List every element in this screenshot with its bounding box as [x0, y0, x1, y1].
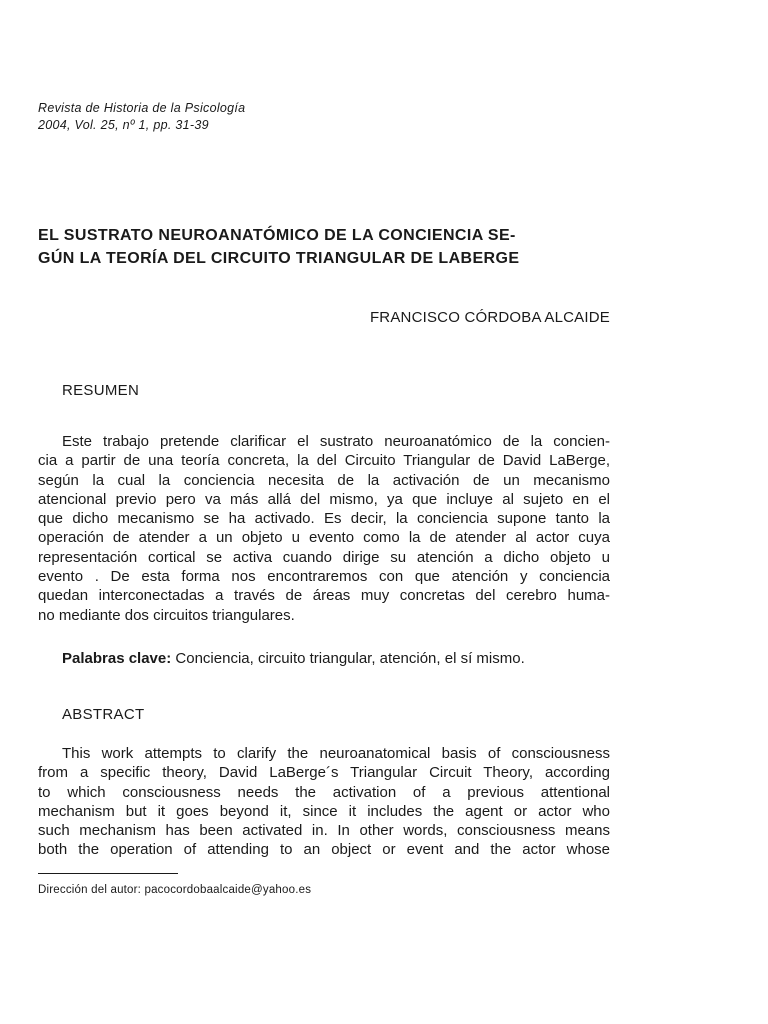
resumen-line: Este trabajo pretende clarificar el sustrato neuroanatómico de la concien- [62, 433, 610, 450]
resumen-line: representación cortical se activa cuando dirige su atención a dicho objeto u [38, 548, 610, 566]
resumen-line: según la cual la conciencia necesita de la activación de un mecanismo [38, 471, 610, 489]
resumen-paragraph [38, 432, 610, 625]
article-title-line-2: GÚN LA TEORÍA DEL CIRCUITO TRIANGULAR DE LABERGE [38, 250, 520, 267]
resumen-line: cia a partir de una teoría concreta, la del Circuito Triangular de David LaBerge, [38, 452, 610, 470]
abstract-paragraph [38, 744, 610, 860]
abstract-line: from a specific theory, David LaBerge´s Triangular Circuit Theory, according [38, 764, 610, 782]
abstract-line: This work attempts to clarify the neuroanatomical basis of consciousness [62, 745, 610, 762]
resumen-line: evento . De esta forma nos encontraremos con que atención y conciencia [38, 568, 610, 586]
abstract-heading: ABSTRACT [62, 706, 145, 723]
keywords-label: Palabras clave: [62, 650, 172, 667]
abstract-line: such mechanism has been activated in. In other words, consciousness means [38, 822, 610, 840]
resumen-heading: RESUMEN [62, 382, 140, 399]
journal-name: Revista de Historia de la Psicología [38, 101, 246, 115]
footnote-divider [38, 873, 178, 874]
abstract-line: mechanism but it goes beyond it, since it includes the agent or actor who [38, 802, 610, 820]
keywords [62, 650, 525, 667]
resumen-line: quedan interconectadas a través de áreas muy concretas del cerebro huma- [38, 587, 610, 605]
author-address-footnote: Dirección del autor: pacocordobaalcaide@yahoo.es [38, 884, 312, 896]
abstract-line: to which consciousness needs the activation of a previous attentional [38, 783, 610, 801]
resumen-line: que dicho mecanismo se ha activado. Es decir, la conciencia supone tanto la [38, 510, 610, 528]
resumen-line: no mediante dos circuitos triangulares. [38, 606, 295, 624]
author-name: FRANCISCO CÓRDOBA ALCAIDE [369, 309, 610, 326]
journal-volume: 2004, Vol. 25, nº 1, pp. 31-39 [38, 118, 209, 132]
article-title [38, 224, 610, 270]
journal-citation [38, 100, 245, 134]
keywords-text: Conciencia, circuito triangular, atención, el sí mismo. [171, 650, 525, 667]
article-title-line-1: EL SUSTRATO NEUROANATÓMICO DE LA CONCIENCIA SE- [38, 227, 516, 244]
abstract-line: both the operation of attending to an object or event and the actor whose [38, 841, 610, 859]
resumen-line: operación de atender a un objeto u evento como la de atender al actor cuya [38, 529, 610, 547]
resumen-line: atencional previo pero va más allá del mismo, ya que incluye al sujeto en el [38, 490, 610, 508]
